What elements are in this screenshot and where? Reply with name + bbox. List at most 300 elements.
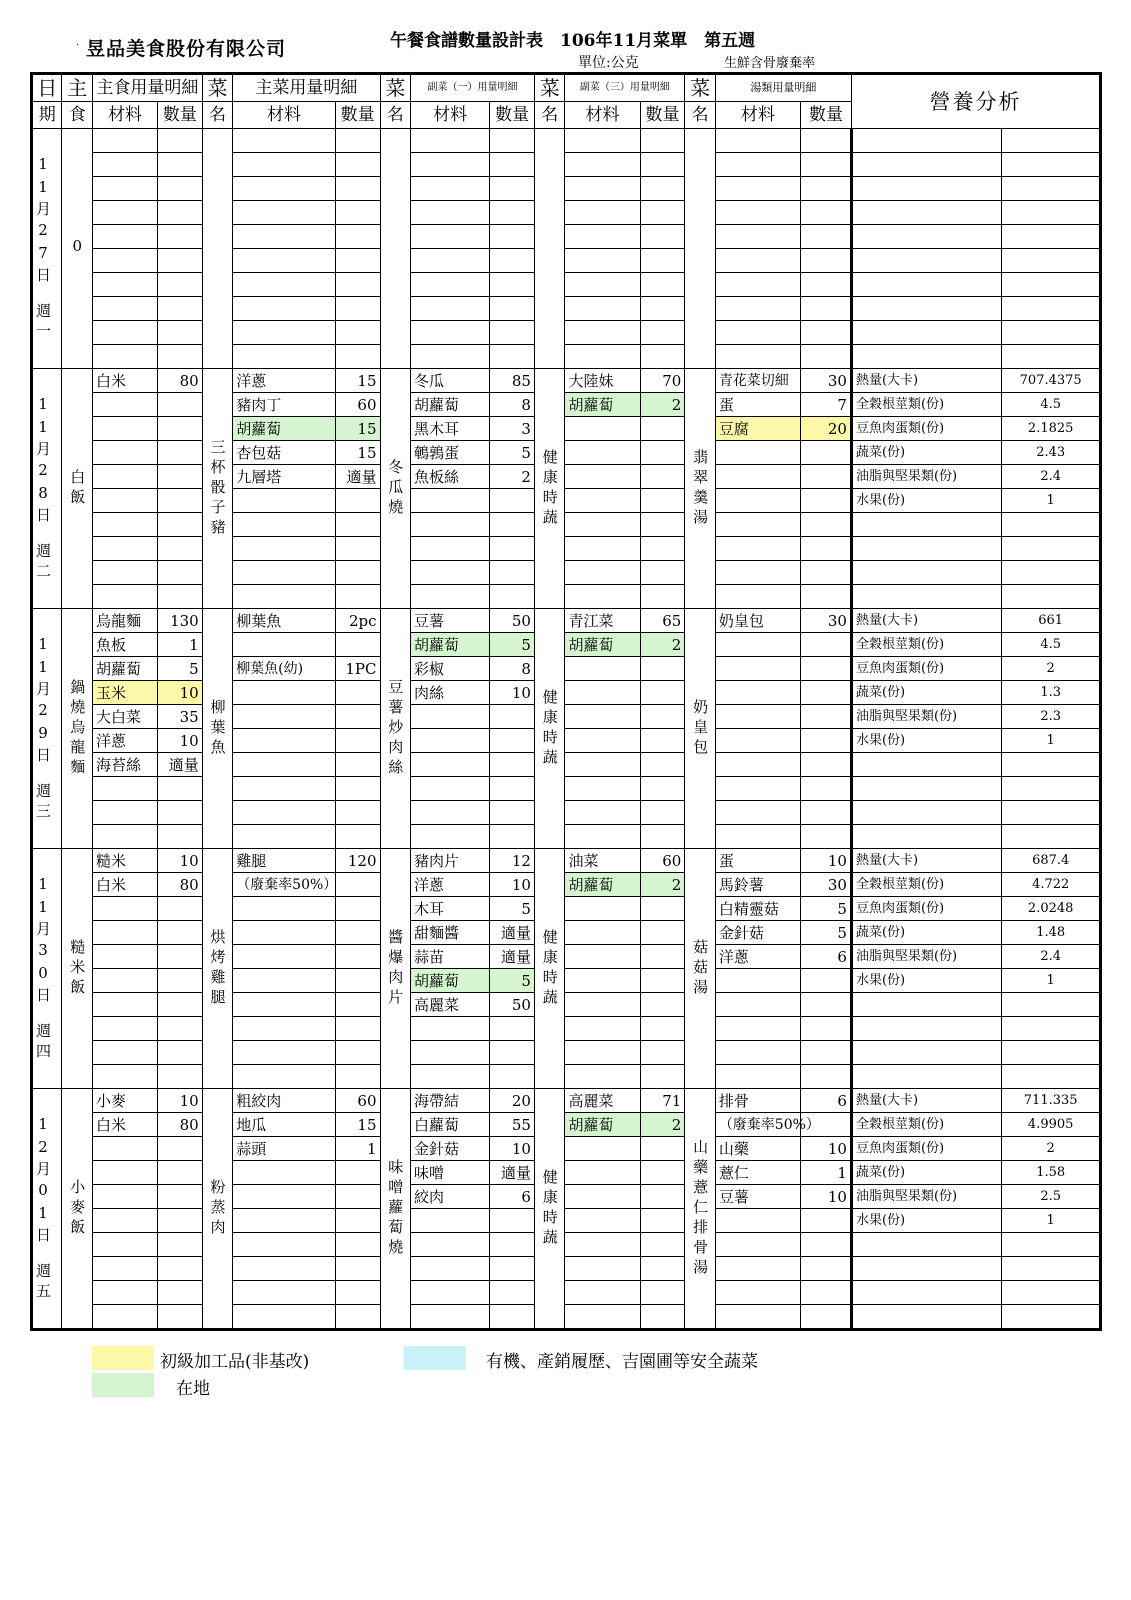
soup-material: [715, 513, 800, 537]
nutrition-value: [1002, 561, 1101, 585]
side3-qty: [640, 1185, 685, 1209]
side1-qty: 10: [490, 873, 535, 897]
side3-material: [565, 705, 640, 729]
staple-qty: 10: [158, 681, 203, 705]
side1-material: [411, 705, 490, 729]
staple-material: [92, 801, 157, 825]
side3-qty: [640, 489, 685, 513]
nutrition-value: [1002, 225, 1101, 249]
main-qty: [335, 249, 380, 273]
main-qty: 15: [335, 369, 380, 393]
staple-qty: [158, 225, 203, 249]
nutrition-value: 4.5: [1002, 633, 1101, 657]
weekday-text: 週五: [34, 1262, 52, 1303]
table-row: [32, 657, 1101, 681]
side1-qty: [490, 705, 535, 729]
side1-qty: 5: [490, 441, 535, 465]
main-material: [233, 585, 336, 609]
nutrition-value: [1002, 201, 1101, 225]
unit-label: 單位:公克: [578, 55, 639, 71]
nutrition-label: 熱量(大卡): [851, 849, 1001, 873]
main-material: [233, 249, 336, 273]
side1-dish-name: 醬爆肉片: [380, 849, 410, 1089]
col-main-detail: 主菜用量明細: [233, 74, 380, 102]
soup-qty: [801, 657, 852, 681]
soup-material: [715, 1281, 800, 1305]
soup-qty: [801, 1281, 852, 1305]
side3-qty: [640, 1281, 685, 1305]
side3-qty: [640, 225, 685, 249]
soup-material: [715, 1041, 800, 1065]
table-row: [32, 849, 1101, 873]
soup-material: [715, 681, 800, 705]
weekday-text: 週一: [34, 302, 52, 343]
soup-material: [715, 585, 800, 609]
staple-material: [92, 225, 157, 249]
soup-material: 蛋: [715, 393, 800, 417]
staple-qty: [158, 513, 203, 537]
side3-qty: [640, 921, 685, 945]
day-block: [32, 849, 1101, 1089]
main-material: [233, 513, 336, 537]
date-cell: [32, 609, 62, 849]
side3-qty: [640, 441, 685, 465]
soup-qty: [801, 465, 852, 489]
side1-material: [411, 489, 490, 513]
staple-material: 烏龍麵: [92, 609, 157, 633]
nutrition-value: [1002, 1305, 1101, 1330]
nutrition-label: [851, 225, 1001, 249]
staple-qty: [158, 969, 203, 993]
side1-qty: [490, 297, 535, 321]
soup-material: 豆薯: [715, 1185, 800, 1209]
side1-qty: [490, 1017, 535, 1041]
staple-qty: [158, 993, 203, 1017]
main-qty: [335, 1065, 380, 1089]
main-qty: 120: [335, 849, 380, 873]
side1-material: [411, 1257, 490, 1281]
side1-material: [411, 249, 490, 273]
date-cell: [32, 369, 62, 609]
col-side3-detail: 副菜（三）用量明細: [565, 74, 685, 102]
main-qty: [335, 873, 380, 897]
staple-material: [92, 297, 157, 321]
side1-qty: 12: [490, 849, 535, 873]
nutrition-value: 1: [1002, 969, 1101, 993]
side3-material: 胡蘿蔔: [565, 1113, 640, 1137]
nutrition-label: 豆魚肉蛋類(份): [851, 657, 1001, 681]
table-row: [32, 1137, 1101, 1161]
staple-qty: [158, 1017, 203, 1041]
soup-material: 青花菜切細: [715, 369, 800, 393]
soup-material: 金針菇: [715, 921, 800, 945]
side3-material: [565, 1041, 640, 1065]
staple-qty: [158, 897, 203, 921]
staple-material: [92, 1233, 157, 1257]
soup-qty: [801, 777, 852, 801]
main-material: [233, 633, 336, 657]
col-soup-name-1: 菜: [685, 74, 715, 102]
side1-qty: [490, 1305, 535, 1330]
company-name: 昱品美食股份有限公司: [86, 38, 287, 60]
staple-material: [92, 969, 157, 993]
main-material: [233, 705, 336, 729]
main-qty: [335, 297, 380, 321]
nutrition-label: [851, 1305, 1001, 1330]
side3-qty: [640, 561, 685, 585]
side3-material: [565, 1065, 640, 1089]
staple-material: [92, 1041, 157, 1065]
soup-qty: 6: [801, 1089, 852, 1113]
side1-material: 洋蔥: [411, 873, 490, 897]
main-qty: 2pc: [335, 609, 380, 633]
table-row: [32, 177, 1101, 201]
table-row: [32, 465, 1101, 489]
nutrition-value: 4.722: [1002, 873, 1101, 897]
side3-qty: [640, 201, 685, 225]
main-qty: [335, 1185, 380, 1209]
side1-material: 鵪鶉蛋: [411, 441, 490, 465]
side3-qty: [640, 993, 685, 1017]
side3-material: [565, 537, 640, 561]
col-dish-2: 名: [202, 102, 232, 129]
main-qty: [335, 129, 380, 153]
side3-qty: [640, 513, 685, 537]
main-qty: [335, 321, 380, 345]
side1-material: [411, 825, 490, 849]
main-material: [233, 1281, 336, 1305]
side1-qty: [490, 777, 535, 801]
side1-material: [411, 753, 490, 777]
staple-material: [92, 1017, 157, 1041]
nutrition-label: [851, 777, 1001, 801]
side1-qty: [490, 585, 535, 609]
side1-qty: 5: [490, 897, 535, 921]
side3-qty: [640, 753, 685, 777]
staple-qty: [158, 1257, 203, 1281]
side1-material: 肉絲: [411, 681, 490, 705]
side3-qty: 60: [640, 849, 685, 873]
side1-material: [411, 729, 490, 753]
soup-material: [715, 1065, 800, 1089]
soup-qty: [801, 177, 852, 201]
table-row: [32, 417, 1101, 441]
nutrition-value: [1002, 1017, 1101, 1041]
side3-material: [565, 513, 640, 537]
main-material: [233, 801, 336, 825]
side1-qty: 6: [490, 1185, 535, 1209]
soup-material: 白精靈菇: [715, 897, 800, 921]
staple-qty: [158, 393, 203, 417]
side3-qty: [640, 465, 685, 489]
table-row: [32, 297, 1101, 321]
staple-material: [92, 993, 157, 1017]
side3-material: [565, 201, 640, 225]
nutrition-label: [851, 825, 1001, 849]
side3-material: [565, 969, 640, 993]
main-material: [233, 825, 336, 849]
nutrition-value: 2.3: [1002, 705, 1101, 729]
staple-material: 玉米: [92, 681, 157, 705]
staple-qty: [158, 201, 203, 225]
nutrition-value: 2.0248: [1002, 897, 1101, 921]
staple-qty: [158, 825, 203, 849]
side1-dish-name: [380, 129, 410, 369]
col-staple-qty: 數量: [158, 102, 203, 129]
nutrition-value: [1002, 801, 1101, 825]
staple-material: [92, 825, 157, 849]
page-title: 午餐食譜數量設計表 106年11月菜單 第五週: [390, 31, 756, 51]
side3-qty: [640, 153, 685, 177]
staple-material: [92, 1305, 157, 1330]
side3-qty: 2: [640, 633, 685, 657]
nutrition-value: [1002, 993, 1101, 1017]
staple-material: [92, 537, 157, 561]
side3-material: 大陸妹: [565, 369, 640, 393]
nutrition-label: [851, 321, 1001, 345]
nutrition-value: [1002, 1233, 1101, 1257]
side1-material: 白蘿蔔: [411, 1113, 490, 1137]
soup-qty: [801, 729, 852, 753]
main-qty: [335, 993, 380, 1017]
side3-material: [565, 777, 640, 801]
side1-material: 高麗菜: [411, 993, 490, 1017]
staple-name: 糙米飯: [62, 849, 92, 1089]
main-material: [233, 729, 336, 753]
side3-dish-name: 健康時蔬: [534, 369, 564, 609]
legend-swatch-organic: [404, 1346, 466, 1370]
side1-qty: 3: [490, 417, 535, 441]
staple-qty: 1: [158, 633, 203, 657]
soup-material: [715, 345, 800, 369]
staple-material: [92, 201, 157, 225]
nutrition-label: 全穀根莖類(份): [851, 393, 1001, 417]
main-material: [233, 921, 336, 945]
main-material: 杏包菇: [233, 441, 336, 465]
staple-material: 海苔絲: [92, 753, 157, 777]
side3-qty: [640, 657, 685, 681]
soup-material: [715, 129, 800, 153]
staple-material: 大白菜: [92, 705, 157, 729]
staple-qty: [158, 585, 203, 609]
side1-material: 甜麵醬: [411, 921, 490, 945]
nutrition-label: [851, 1281, 1001, 1305]
nutrition-value: [1002, 273, 1101, 297]
legend-swatch-processed: [92, 1346, 154, 1370]
table-row: [32, 705, 1101, 729]
nutrition-label: 蔬菜(份): [851, 921, 1001, 945]
table-row: [32, 993, 1101, 1017]
nutrition-value: 2: [1002, 1137, 1101, 1161]
nutrition-value: [1002, 249, 1101, 273]
main-material: [233, 201, 336, 225]
soup-qty: [801, 681, 852, 705]
main-qty: 15: [335, 441, 380, 465]
date-text: 11月27日: [34, 154, 52, 287]
col-side3-name-2: 名: [534, 102, 564, 129]
staple-qty: 80: [158, 1113, 203, 1137]
soup-qty: 10: [801, 1185, 852, 1209]
staple-qty: [158, 777, 203, 801]
side1-material: [411, 153, 490, 177]
main-qty: [335, 969, 380, 993]
main-qty: [335, 561, 380, 585]
col-side1-name-2: 名: [380, 102, 410, 129]
soup-qty: 5: [801, 897, 852, 921]
side1-material: [411, 537, 490, 561]
table-row: [32, 585, 1101, 609]
soup-qty: [801, 1305, 852, 1330]
nutrition-label: [851, 345, 1001, 369]
staple-material: [92, 273, 157, 297]
main-material: 九層塔: [233, 465, 336, 489]
side1-qty: [490, 1281, 535, 1305]
staple-material: [92, 1137, 157, 1161]
nutrition-value: 2.4: [1002, 465, 1101, 489]
table-row: [32, 441, 1101, 465]
main-material: [233, 1041, 336, 1065]
table-row: [32, 513, 1101, 537]
soup-dish-name: [685, 129, 715, 369]
nutrition-label: [851, 1041, 1001, 1065]
side3-material: [565, 273, 640, 297]
main-qty: [335, 897, 380, 921]
side3-material: [565, 681, 640, 705]
side3-qty: [640, 297, 685, 321]
soup-qty: [801, 1233, 852, 1257]
side1-qty: [490, 321, 535, 345]
soup-material: [715, 489, 800, 513]
main-material: 蒜頭: [233, 1137, 336, 1161]
main-qty: [335, 1305, 380, 1330]
main-material: [233, 1185, 336, 1209]
side3-qty: [640, 1209, 685, 1233]
side1-qty: [490, 801, 535, 825]
side1-material: 豬肉片: [411, 849, 490, 873]
main-material: [233, 753, 336, 777]
side3-qty: [640, 1041, 685, 1065]
soup-material: [715, 729, 800, 753]
staple-material: 小麥: [92, 1089, 157, 1113]
soup-qty: 30: [801, 609, 852, 633]
main-material: 雞腿: [233, 849, 336, 873]
nutrition-value: [1002, 1257, 1101, 1281]
table-row: [32, 345, 1101, 369]
soup-material: 山藥: [715, 1137, 800, 1161]
side1-qty: [490, 273, 535, 297]
main-material: 粗絞肉: [233, 1089, 336, 1113]
main-material: [233, 993, 336, 1017]
table-row: [32, 1233, 1101, 1257]
side3-qty: 2: [640, 393, 685, 417]
side1-material: 胡蘿蔔: [411, 633, 490, 657]
weekday-text: 週二: [34, 542, 52, 583]
soup-qty: 1: [801, 1161, 852, 1185]
side1-qty: [490, 1233, 535, 1257]
side3-qty: [640, 1017, 685, 1041]
table-row: [32, 969, 1101, 993]
side3-dish-name: 健康時蔬: [534, 1089, 564, 1330]
side3-material: [565, 897, 640, 921]
table-row: [32, 1305, 1101, 1330]
soup-qty: [801, 273, 852, 297]
table-row: [32, 945, 1101, 969]
nutrition-label: 豆魚肉蛋類(份): [851, 897, 1001, 921]
main-qty: [335, 177, 380, 201]
staple-material: [92, 345, 157, 369]
side3-material: [565, 585, 640, 609]
day-block: [32, 609, 1101, 849]
legend-swatch-local: [92, 1373, 154, 1397]
main-material: [233, 177, 336, 201]
nutrition-value: 4.5: [1002, 393, 1101, 417]
side1-material: [411, 513, 490, 537]
soup-material: 蛋: [715, 849, 800, 873]
nutrition-label: [851, 1017, 1001, 1041]
side3-qty: [640, 1257, 685, 1281]
side3-material: [565, 1257, 640, 1281]
main-material: [233, 153, 336, 177]
nutrition-label: [851, 1257, 1001, 1281]
col-nutrition: 營養分析: [851, 74, 1100, 129]
side3-material: [565, 465, 640, 489]
side3-material: 胡蘿蔔: [565, 393, 640, 417]
staple-qty: [158, 273, 203, 297]
legend-label-processed: 初級加工品(非基改): [160, 1352, 310, 1372]
side1-qty: [490, 1065, 535, 1089]
side3-qty: [640, 1161, 685, 1185]
side3-material: [565, 729, 640, 753]
side3-qty: [640, 945, 685, 969]
staple-qty: [158, 321, 203, 345]
main-qty: 15: [335, 417, 380, 441]
side3-qty: [640, 777, 685, 801]
staple-qty: [158, 1137, 203, 1161]
side1-material: [411, 321, 490, 345]
staple-name: 小麥飯: [62, 1089, 92, 1330]
nutrition-value: [1002, 297, 1101, 321]
side3-material: [565, 945, 640, 969]
side3-material: 高麗菜: [565, 1089, 640, 1113]
soup-material: [715, 753, 800, 777]
nutrition-value: 687.4: [1002, 849, 1101, 873]
corner-mark: ·: [76, 40, 80, 51]
day-block: [32, 369, 1101, 609]
staple-name: 鍋燒烏龍麵: [62, 609, 92, 849]
staple-qty: [158, 921, 203, 945]
staple-material: 糙米: [92, 849, 157, 873]
nutrition-label: [851, 297, 1001, 321]
main-material: [233, 969, 336, 993]
nutrition-value: [1002, 153, 1101, 177]
side3-material: [565, 561, 640, 585]
side3-dish-name: 健康時蔬: [534, 849, 564, 1089]
staple-material: [92, 417, 157, 441]
soup-material: 排骨: [715, 1089, 800, 1113]
staple-qty: [158, 441, 203, 465]
nutrition-label: [851, 249, 1001, 273]
main-qty: [335, 1209, 380, 1233]
col-date-1: 日: [32, 74, 62, 102]
side1-qty: [490, 249, 535, 273]
main-qty: 1PC: [335, 657, 380, 681]
side1-dish-name: 豆薯炒肉絲: [380, 609, 410, 849]
side3-material: [565, 1281, 640, 1305]
staple-material: [92, 249, 157, 273]
side3-material: [565, 441, 640, 465]
main-qty: [335, 1233, 380, 1257]
side3-material: [565, 753, 640, 777]
